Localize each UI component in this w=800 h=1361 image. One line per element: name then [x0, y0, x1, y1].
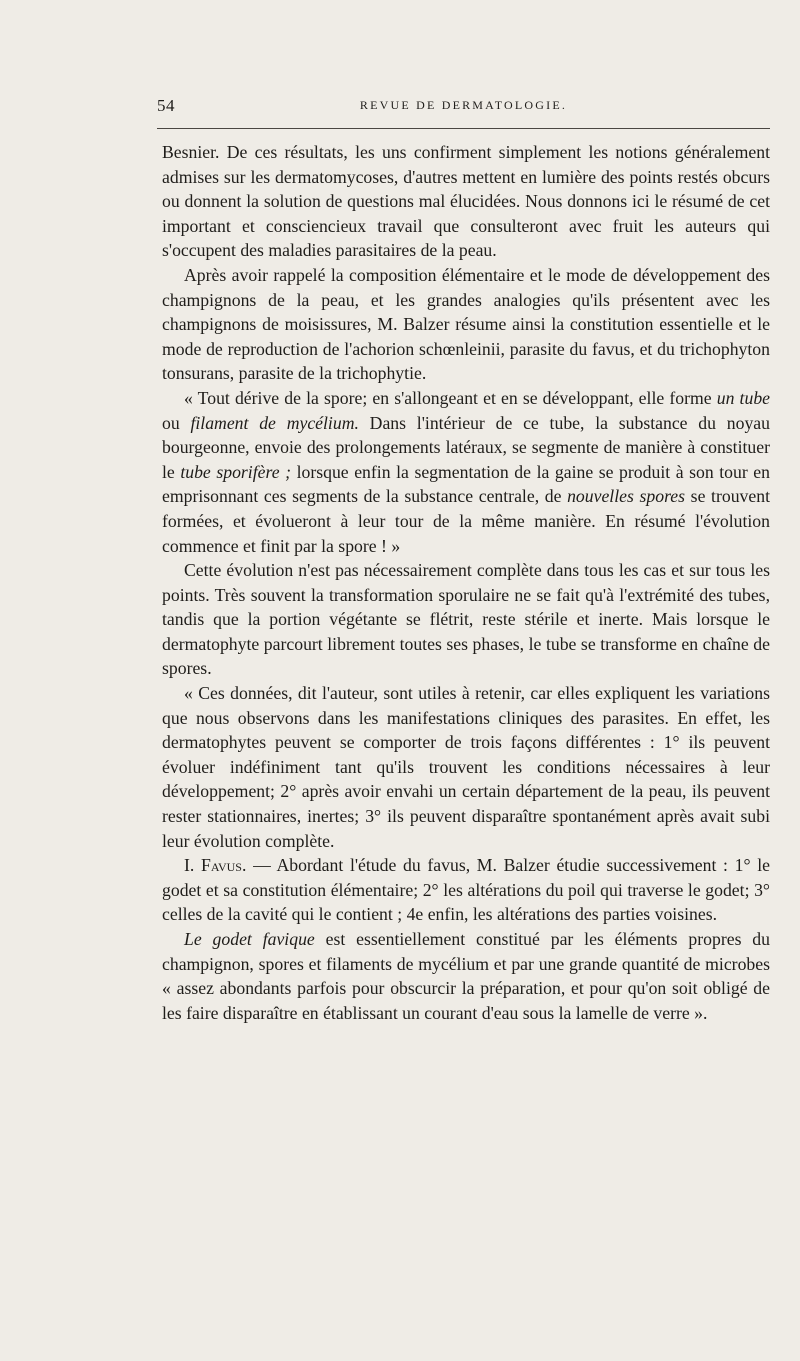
paragraph-3-text: lorsque enfin la segmentation de la gaine se produit à son tour en emprisonnant ces segments de la substance centrale, de: [162, 461, 770, 507]
page-number: 54: [157, 96, 175, 115]
paragraph-6: [162, 853, 770, 927]
paragraph-3-text: se trouvent formées, et évolueront à leur tour de la même manière. En résumé l'évolution commence et finit par la spore ! »: [162, 486, 770, 556]
section-heading-favus: Favus.: [201, 855, 247, 876]
italic-term-nouvelles-spores: nouvelles spores: [567, 486, 686, 507]
paragraph-2: Après avoir rappelé la composition élémentaire et le mode de développement des champignons de la peau, et les grandes analogies qu'ils présentent avec les champignons de moisissures, M. Balzer résume ainsi la constitution essentielle et le mode de reproduction de l'achorion schœnleinii, parasite du favus, et du trichophyton tonsurans, parasite de la trichophytie.: [162, 264, 770, 384]
text-body: [162, 140, 770, 1025]
paragraph-3-text: « Tout dérive de la spore; en s'allongeant et en se développant, elle forme: [184, 387, 717, 408]
italic-term-tube: un tube: [716, 387, 771, 408]
paragraph-3: [162, 386, 770, 558]
paragraph-3-text: ou: [162, 412, 191, 433]
section-number: I.: [184, 855, 201, 876]
running-head: [157, 92, 770, 122]
paragraph-3-text: Dans l'intérieur de ce tube, la substance du noyau bourgeonne, envoie des prolongements latéraux, se segmente de manière à constituer le: [162, 412, 770, 482]
paragraph-1: Besnier. De ces résultats, les uns confirment simplement les notions généralement admises sur les dermatomycoses, d'autres mettent en lumière des points restés obcurs ou donnent la solution de questions mal élucidées. Nous donnons ici le résumé de cet important et consciencieux travail que consulteront avec fruit les auteurs qui s'occupent des maladies parasitaires de la peau.: [162, 142, 770, 261]
header-rule: [157, 128, 770, 129]
journal-title: REVUE DE DERMATOLOGIE.: [359, 98, 568, 112]
paragraph-7-text: est essentiellement constitué par les éléments propres du champignon, spores et filaments de mycélium et par une grande quantité de microbes « assez abondants parfois pour obscurcir la préparation, et pour qu'on soit obligé de les faire disparaître en établissant un courant d'eau sous la lamelle de verre ».: [162, 929, 770, 1023]
paragraph-6-text: — Abordant l'étude du favus, M. Balzer étudie successivement : 1° le godet et sa constitution élémentaire; 2° les altérations du poil qui traverse le godet; 3° celles de la cavité qui le contient ; 4e enfin, les altérations des parties voisines.: [162, 855, 770, 925]
italic-term-tube-sporifere: tube sporifère ;: [180, 461, 292, 482]
paragraph-7: [162, 927, 770, 1025]
italic-term-filament: filament de mycélium.: [190, 412, 359, 433]
paragraph-4: Cette évolution n'est pas nécessairement complète dans tous les cas et sur tous les points. Très souvent la transformation sporulaire ne se fait qu'à l'extrémité des tubes, tandis que la portion végétante se flétrit, reste stérile et inerte. Mais lorsque le dermatophyte parcourt librement toutes ses phases, le tube se transforme en chaîne de spores.: [162, 560, 770, 679]
italic-term-godet-favique: Le godet favique: [184, 929, 315, 949]
paragraph-5: « Ces données, dit l'auteur, sont utiles à retenir, car elles expliquent les variations que nous observons dans les manifestations cliniques des parasites. En effet, les dermatophytes peuvent se comporter de trois façons différentes : 1° ils peuvent évoluer indéfiniment tant qu'ils trouvent les conditions nécessaires à leur développement; 2° après avoir envahi un certain département de la peau, ils peuvent rester stationnaires, inertes; 3° ils peuvent disparaître spontanément après avait subi leur évolution complète.: [162, 683, 770, 851]
